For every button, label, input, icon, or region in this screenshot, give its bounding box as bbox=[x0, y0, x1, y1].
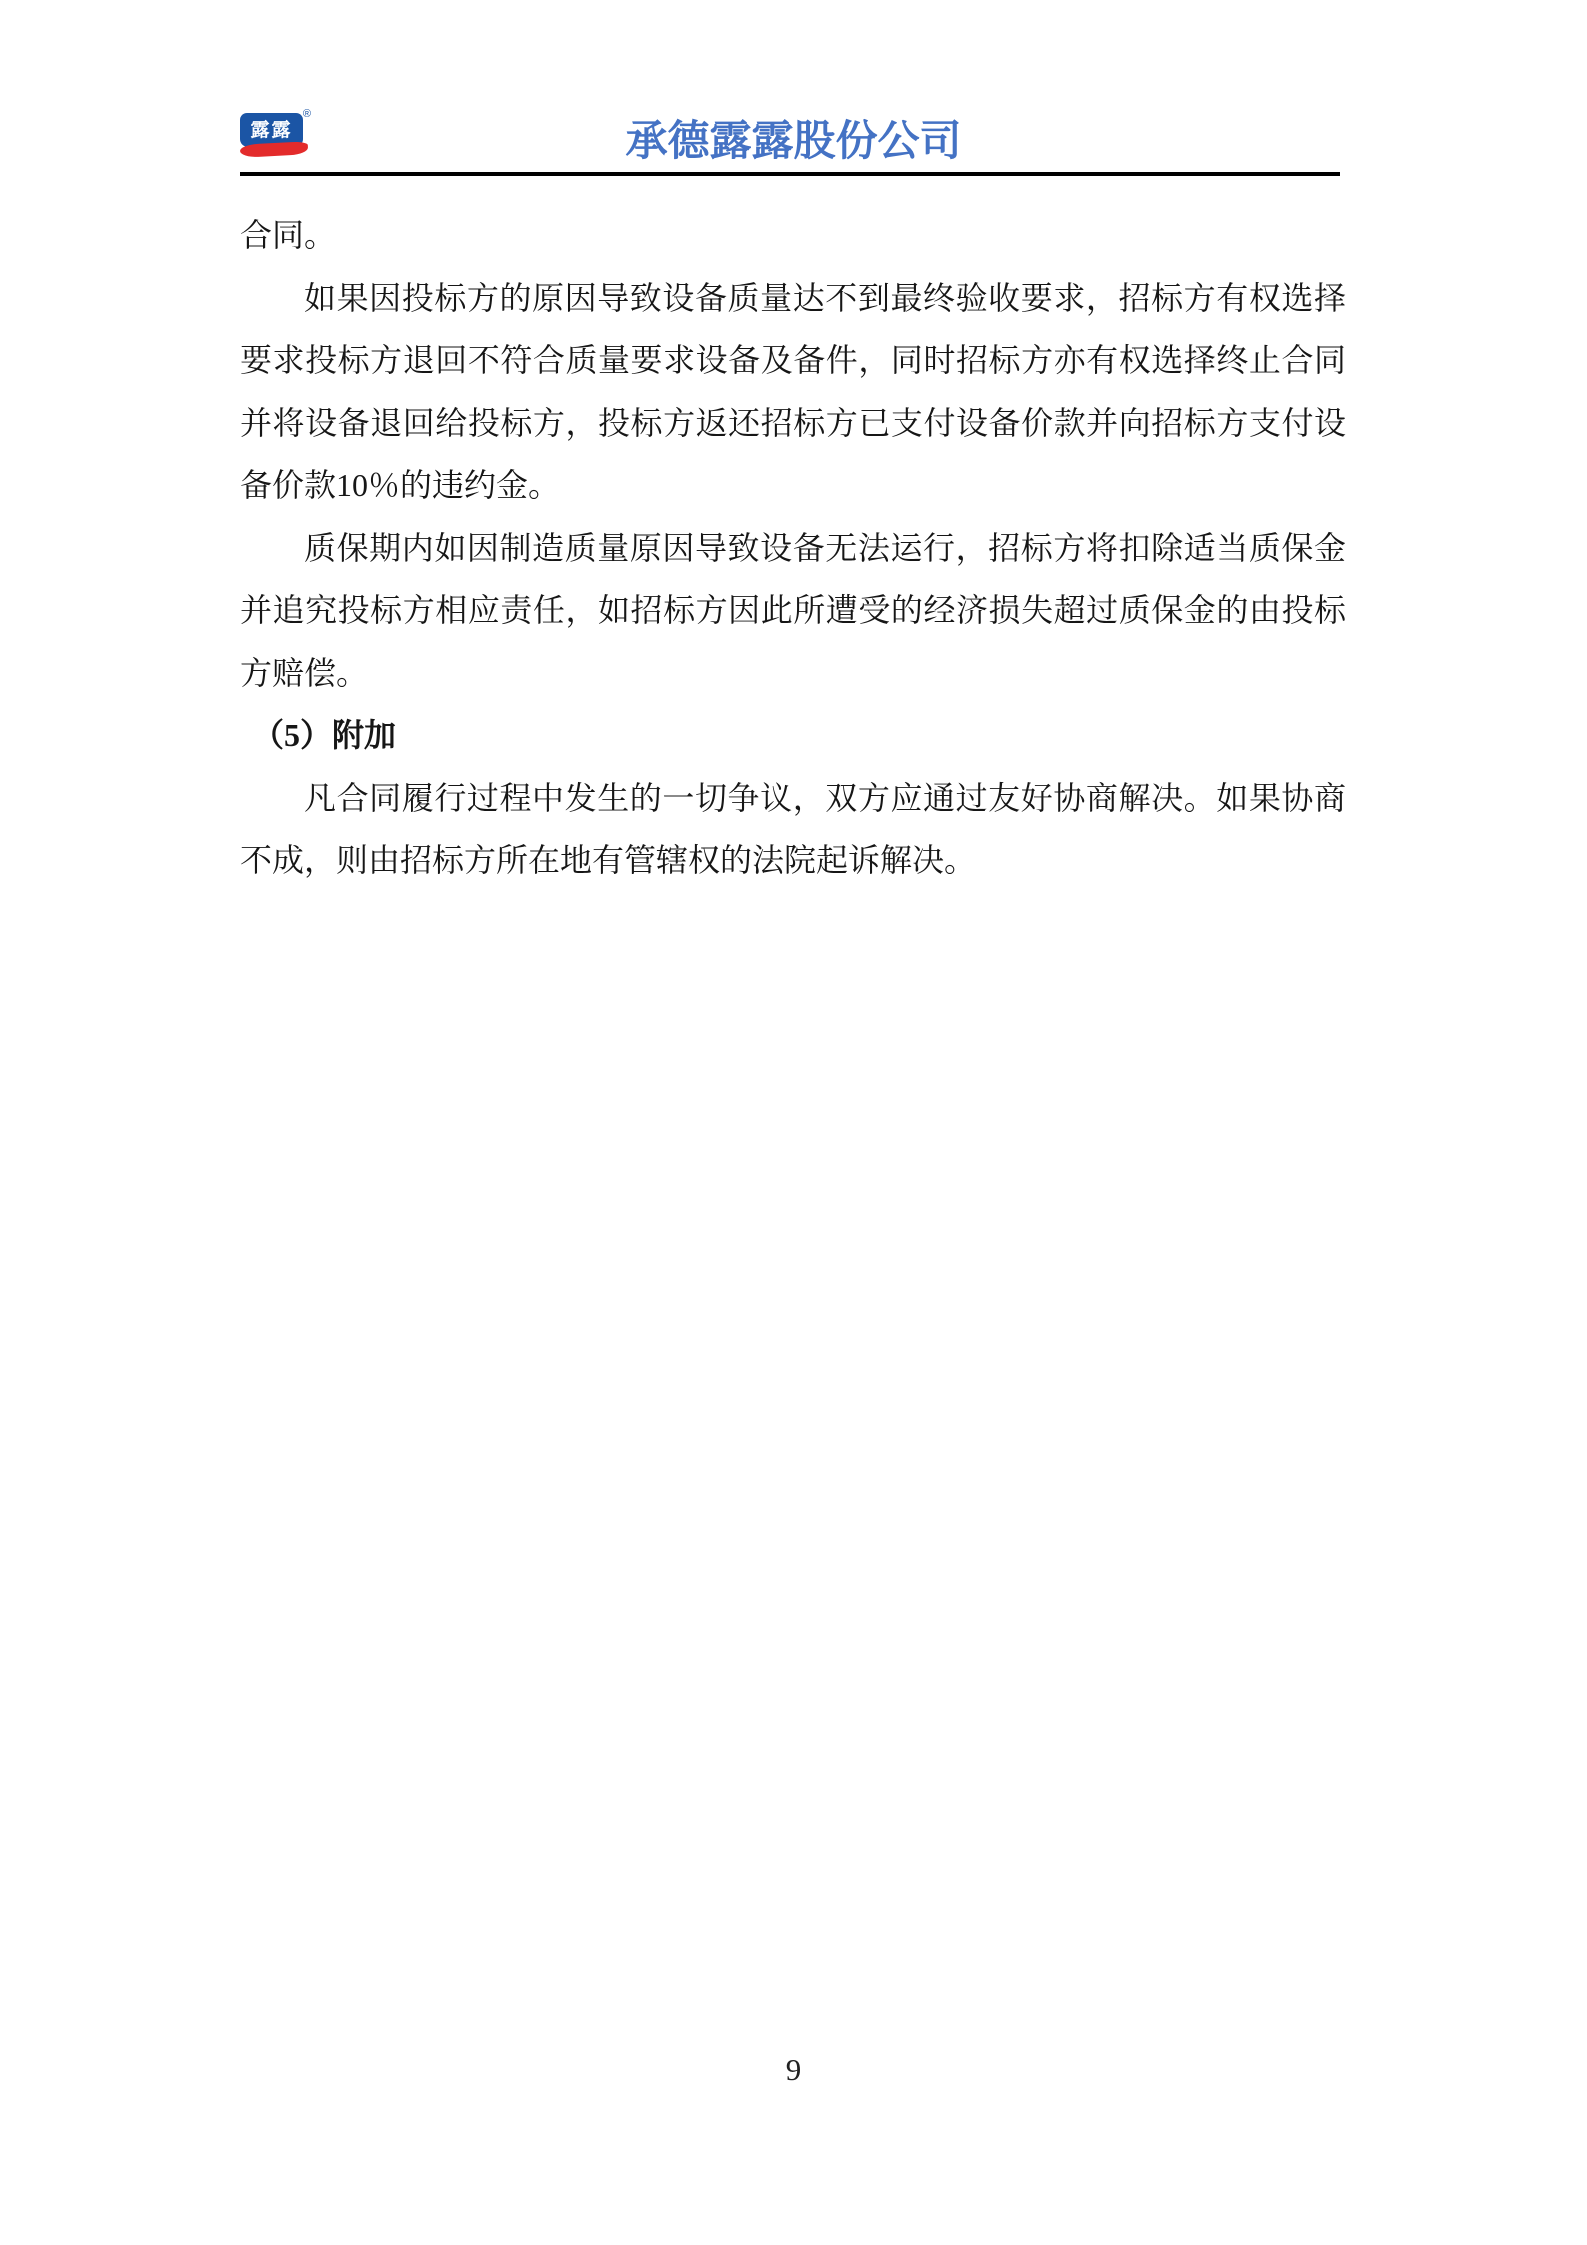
logo-text: 露露 bbox=[250, 119, 293, 141]
page-number: 9 bbox=[785, 2052, 802, 2087]
paragraph-quality-breach-terms: 如果因投标方的原因导致设备质量达不到最终验收要求，招标方有权选择要求投标方退回不符合质量要求设备及备件，同时招标方亦有权选择终止合同并将设备退回给投标方，投标方返还招标方已支付设备价款并向招标方支付设备价款10％的违约金。 bbox=[240, 279, 1346, 503]
heading-section-5-appendix: （5）附加 bbox=[252, 717, 397, 753]
registered-trademark-icon: ® bbox=[302, 108, 311, 120]
page-title: 承德露露股份公司 bbox=[625, 117, 962, 164]
paragraph-contract-continuation: 合同。 bbox=[240, 217, 337, 253]
document-body bbox=[240, 204, 1346, 892]
page-header bbox=[0, 0, 1587, 180]
paragraph-warranty-liability: 质保期内如因制造质量原因导致设备无法运行，招标方将扣除适当质保金并追究投标方相应责任，如招标方因此所遭受的经济损失超过质保金的由投标方赔偿。 bbox=[240, 529, 1346, 691]
paragraph-dispute-resolution: 凡合同履行过程中发生的一切争议，双方应通过友好协商解决。如果协商不成，则由招标方所在地有管辖权的法院起诉解决。 bbox=[240, 779, 1346, 878]
header-divider bbox=[240, 172, 1340, 176]
